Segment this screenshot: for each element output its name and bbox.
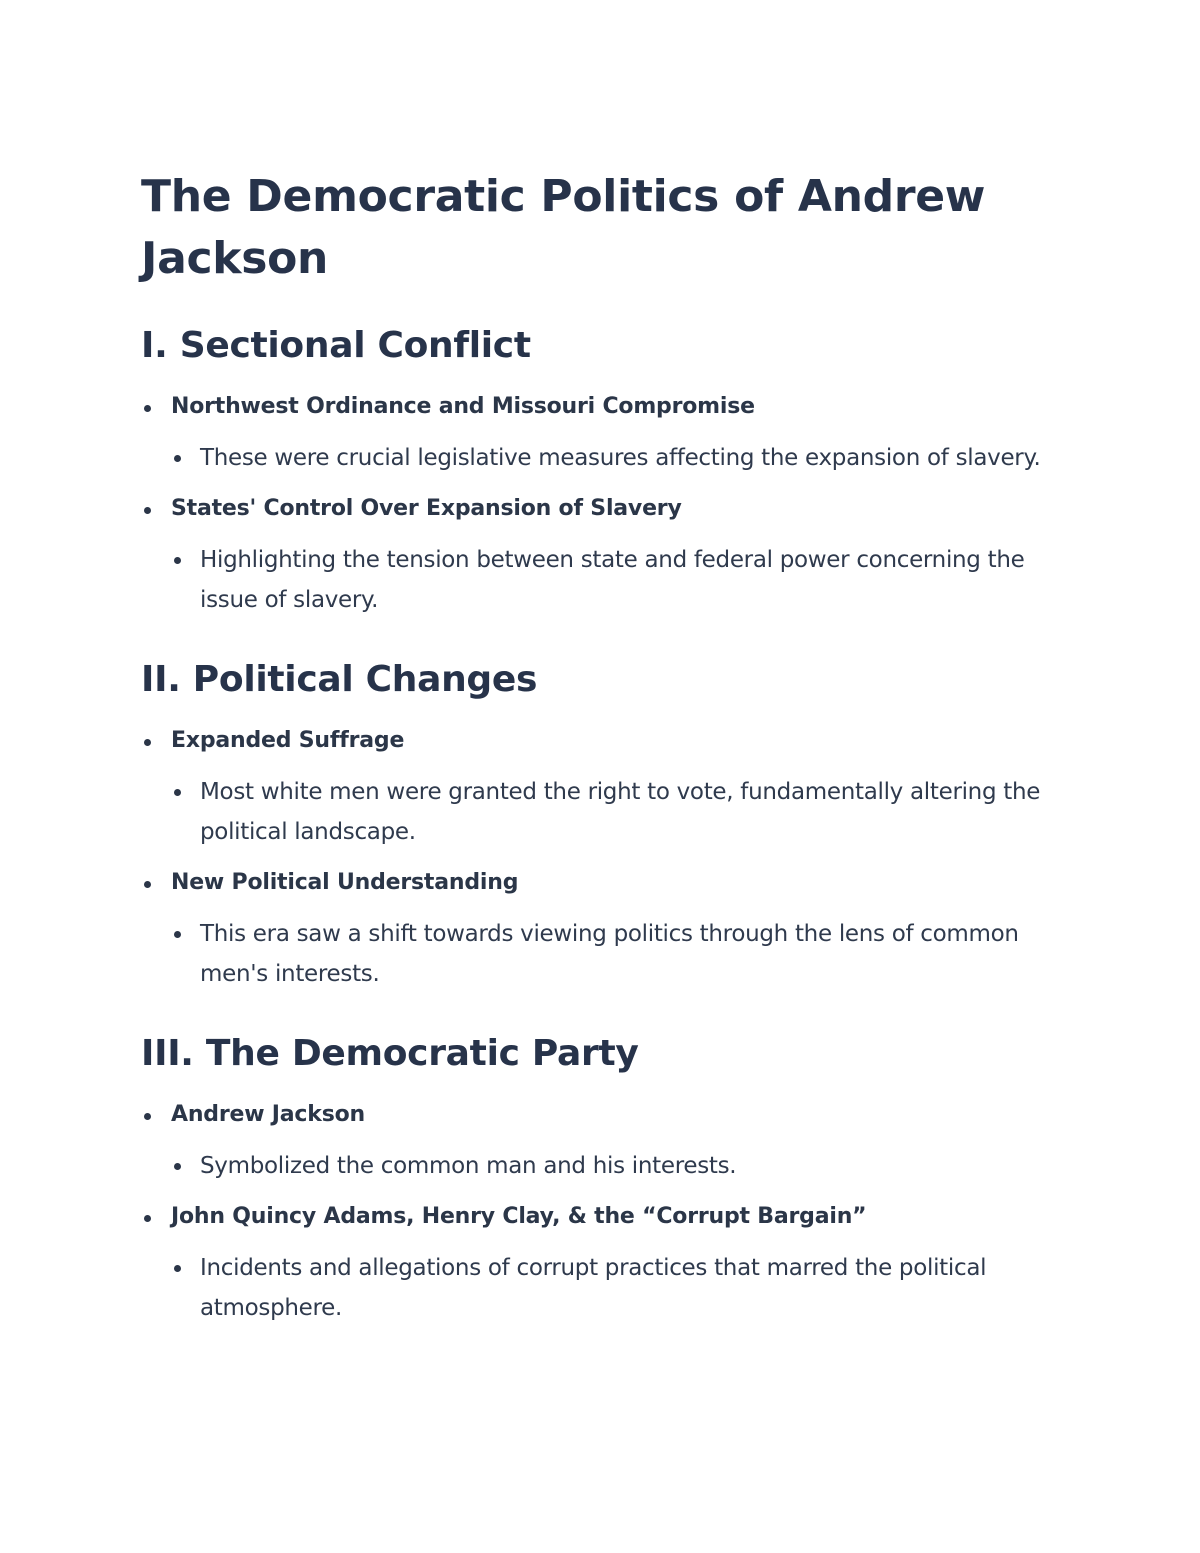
section-sectional-conflict [141, 324, 1061, 620]
bullet-icon [144, 1215, 151, 1222]
sub-list-item [171, 772, 1061, 852]
sub-list-item [171, 914, 1061, 994]
bullet-icon [174, 1163, 181, 1170]
bullet-icon [144, 405, 151, 412]
item-description: This era saw a shift towards viewing politics through the lens of common men's interests. [200, 921, 1019, 987]
bullet-icon [144, 507, 151, 514]
sub-list [171, 772, 1061, 852]
bullet-list [141, 388, 1061, 620]
item-title: States' Control Over Expansion of Slavery [171, 496, 682, 521]
item-title: Andrew Jackson [171, 1102, 365, 1127]
document-page [141, 166, 1061, 1340]
sub-list [171, 914, 1061, 994]
list-item [141, 1096, 1061, 1186]
sub-list [171, 438, 1061, 478]
item-description: Symbolized the common man and his interests. [200, 1153, 737, 1179]
sub-list [171, 1248, 1061, 1328]
item-description: Most white men were granted the right to vote, fundamentally altering the political landscape. [200, 779, 1041, 845]
item-description: Incidents and allegations of corrupt practices that marred the political atmosphere. [200, 1255, 987, 1321]
sub-list-item [171, 1146, 1061, 1186]
item-description: Highlighting the tension between state and federal power concerning the issue of slavery. [200, 547, 1025, 613]
bullet-icon [174, 931, 181, 938]
sub-list-item [171, 1248, 1061, 1328]
section-heading: III. The Democratic Party [141, 1033, 639, 1074]
section-democratic-party [141, 1032, 1061, 1328]
page-title: The Democratic Politics of Andrew Jackson [141, 171, 986, 284]
list-item [141, 864, 1061, 994]
bullet-list [141, 1096, 1061, 1328]
section-heading: I. Sectional Conflict [141, 325, 531, 366]
bullet-icon [174, 455, 181, 462]
section-heading: II. Political Changes [141, 659, 538, 700]
item-title: John Quincy Adams, Henry Clay, & the “Corrupt Bargain” [171, 1204, 867, 1229]
sub-list-item [171, 438, 1061, 478]
sub-list-item [171, 540, 1061, 620]
section-political-changes [141, 658, 1061, 994]
bullet-icon [144, 739, 151, 746]
list-item [141, 388, 1061, 478]
item-title: Northwest Ordinance and Missouri Compromise [171, 394, 755, 419]
list-item [141, 722, 1061, 852]
sub-list [171, 1146, 1061, 1186]
bullet-list [141, 722, 1061, 994]
list-item [141, 490, 1061, 620]
item-description: These were crucial legislative measures affecting the expansion of slavery. [200, 445, 1041, 471]
bullet-icon [144, 1113, 151, 1120]
bullet-icon [174, 1265, 181, 1272]
list-item [141, 1198, 1061, 1328]
sub-list [171, 540, 1061, 620]
item-title: New Political Understanding [171, 870, 519, 895]
bullet-icon [174, 789, 181, 796]
item-title: Expanded Suffrage [171, 728, 405, 753]
bullet-icon [174, 557, 181, 564]
bullet-icon [144, 881, 151, 888]
